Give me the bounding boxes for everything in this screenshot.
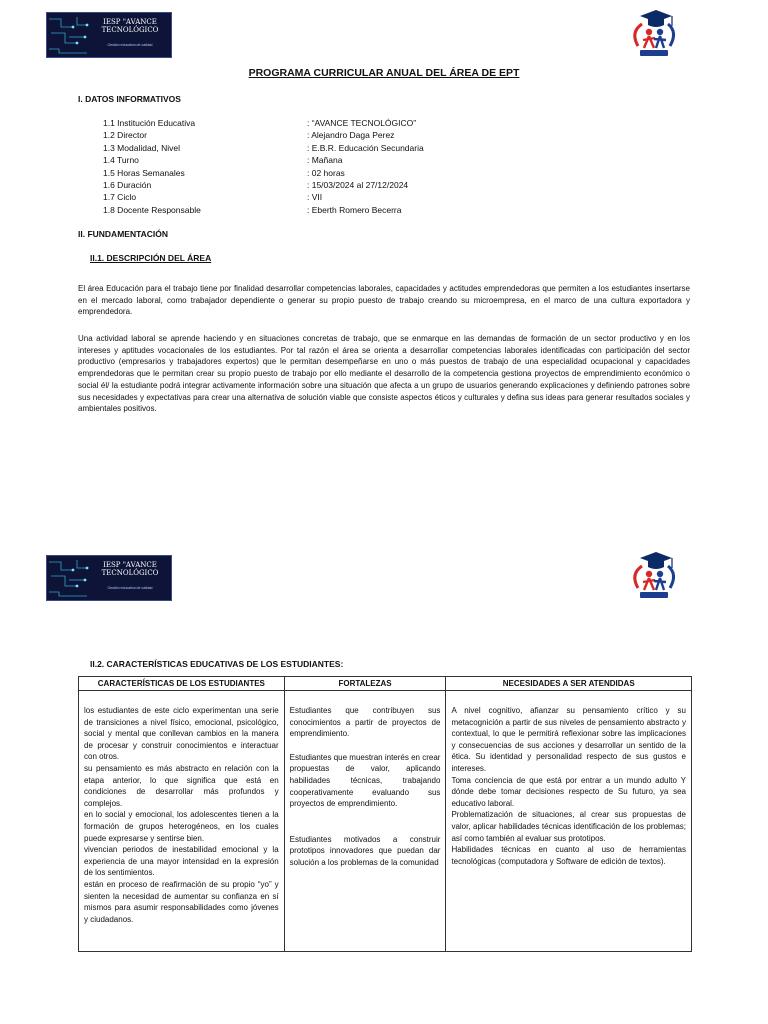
description-paragraph-1: El área Educación para el trabajo tiene por finalidad desarrollar competencias laborales, capacidades y actitudes emprendedoras que permiten a los estudiantes insertarse en el mercado laboral, como trabajador dependiente o generar su propio puesto de trabajo creando su microempresa, en el marco de una cultura exportadora y emprendedora. xyxy=(78,284,690,317)
info-value: : Eberth Romero Becerra xyxy=(307,204,402,215)
logo-tagline: Gestión educativa de calidad xyxy=(107,43,153,47)
info-label: 1.3 Modalidad, Nivel xyxy=(103,142,181,153)
needs-cell xyxy=(446,691,692,952)
strength-item: Estudiantes que muestran interés en crear propuestas de valor, aplicando habilidades técnicas, trabajando cooperativamente evaluando sus proyectos de emprendimiento. xyxy=(289,752,441,809)
logo-line-1: IESP "AVANCE xyxy=(103,561,157,569)
info-value: : VII xyxy=(307,192,323,203)
info-value: : Alejandro Daga Perez xyxy=(307,130,395,141)
need-item: A nivel cognitivo, afianzar su pensamiento crítico y su metacognición a partir de sus niveles de pensamiento abstracto y contextual, lo que le permitirá reflexionar sobre las implicaciones y consecuencias de sus acciones y desarrollar un sentido de la ética. Su identidad y personalidad respecto de sus gustos e intereses. xyxy=(451,706,686,773)
info-label: 1.6 Duración xyxy=(103,180,152,190)
document-title: PROGRAMA CURRICULAR ANUAL DEL ÁREA DE EPT xyxy=(248,67,520,79)
strengths-cell xyxy=(284,691,446,952)
need-item: Toma conciencia de que está por entrar a un mundo adulto Y dónde debe tomar decisiones respecto de Su futuro, ya sea educativo laboral. xyxy=(451,775,686,808)
subsection-2-1-heading: II.1. DESCRIPCIÓN DEL ÁREA xyxy=(90,253,212,263)
characteristic-item: en lo social y emocional, los adolescentes tienen a la formación de grupos heterogéneos, en los cuales puede expresarse y sentirse bien. xyxy=(84,810,279,843)
info-label: 1.7 Ciclo xyxy=(103,192,137,203)
info-row xyxy=(103,180,523,192)
section-2-heading: II. FUNDAMENTACIÓN xyxy=(78,229,169,239)
need-item: Habilidades técnicas en cuanto al uso de herramientas tecnológicas (computadora y Software de edición de textos). xyxy=(451,845,686,866)
characteristic-item: vivencian periodos de inestabilidad emocional y la experiencia de una mayor intensidad en la expresión de los sentimientos. xyxy=(84,845,279,878)
info-value: : Mañana xyxy=(307,155,343,166)
need-item: Problematización de situaciones, al crear sus propuestas de valor, aplicar habilidades técnicas identificación de los problemas; así como también al evaluar sus prototipos. xyxy=(451,810,686,843)
institution-logo-banner-page2 xyxy=(46,555,172,601)
subsection-2-2-heading: II.2. CARACTERÍSTICAS EDUCATIVAS DE LOS ESTUDIANTES: xyxy=(90,659,344,669)
school-emblem-icon xyxy=(626,6,682,62)
logo-title xyxy=(93,18,167,34)
info-row xyxy=(103,130,523,142)
info-value: : 15/03/2024 al 27/12/2024 xyxy=(307,180,409,190)
logo-title xyxy=(93,561,167,577)
characteristics-cell xyxy=(79,691,285,952)
description-paragraph-2: Una actividad laboral se aprende haciendo y en situaciones concretas de trabajo, que se enmarque en las demandas de formación de un sector productivo y en los intereses y aptitudes vocacionales de los estudiantes. Por tal razón el área se orienta a desarrollar competencias laborales identificadas con participación del sector productivo (empresarios y trabajadores expertos) que le permitan desempeñarse en uno o más puestos de trabajo de una especialidad ocupacional y capacidades emprendedoras que le permitan crear su propio puesto de trabajo por ello mediante el desarrollo de la competencia gestiona proyectos de emprendimiento económico o social él/ la estudiante podrá integrar activamente información sobre una situación que afecta a un grupo de usuarios generando explicaciones y definiendo patrones sobre sus necesidades y expectativas para crear una alternativa de solución viable que consiste aspectos éticos y culturales y defina sus ideas para generar resultados sociales y ambientales positivos. xyxy=(78,334,690,414)
table-header: FORTALEZAS xyxy=(284,677,446,691)
student-characteristics-table xyxy=(78,676,692,952)
characteristic-item: los estudiantes de este ciclo experimentan una serie de transiciones a nivel físico, emocional, psicológico, social y mental que conllevan cambios en la manera de procesar y construir conocimientos e interactuar con otros. xyxy=(84,706,279,762)
info-row xyxy=(103,192,523,204)
institution-logo-banner xyxy=(46,12,172,58)
info-row xyxy=(103,205,523,217)
info-label: 1.2 Director xyxy=(103,130,147,141)
logo-line-2: TECNOLÓGICO xyxy=(101,26,159,34)
characteristic-item: están en proceso de reafirmación de su propio “yo” y sienten la necesidad de aumentar su confianza en sí mismos para asumir responsabilidades como jóvenes y ciudadanos. xyxy=(84,879,279,924)
table-header: NECESIDADES A SER ATENDIDAS xyxy=(446,677,692,691)
info-row xyxy=(103,143,523,155)
info-label: 1.8 Docente Responsable xyxy=(103,204,201,215)
logo-tagline: Gestión educativa de calidad xyxy=(107,586,153,590)
strength-item: Estudiantes que contribuyen sus conocimientos a partir de proyectos de emprendimiento. xyxy=(289,706,441,739)
table-header: CARACTERÍSTICAS DE LOS ESTUDIANTES xyxy=(79,677,285,691)
info-value: : E.B.R. Educación Secundaria xyxy=(307,142,424,153)
characteristic-item: su pensamiento es más abstracto en relación con la etapa anterior, lo que significa que está en condiciones de desarrollar más profundos y complejos. xyxy=(84,763,279,808)
logo-line-2: TECNOLÓGICO xyxy=(101,569,159,577)
school-emblem-icon xyxy=(626,548,682,604)
info-label: 1.5 Horas Semanales xyxy=(103,167,185,178)
table-header-row xyxy=(79,677,692,691)
info-value: : 02 horas xyxy=(307,167,345,178)
info-label: 1.4 Turno xyxy=(103,155,139,166)
info-label: 1.1 Institución Educativa xyxy=(103,118,196,128)
strength-item: Estudiantes motivados a construir prototipos innovadores que puedan dar solución a los problemas de la comunidad xyxy=(289,834,441,867)
info-row xyxy=(103,168,523,180)
section-1-heading: I. DATOS INFORMATIVOS xyxy=(78,94,181,104)
info-row xyxy=(103,155,523,167)
table-row xyxy=(79,691,692,952)
logo-line-1: IESP "AVANCE xyxy=(103,18,157,26)
info-row xyxy=(103,118,523,130)
info-value: : “AVANCE TECNOLÓGICO” xyxy=(307,118,417,128)
